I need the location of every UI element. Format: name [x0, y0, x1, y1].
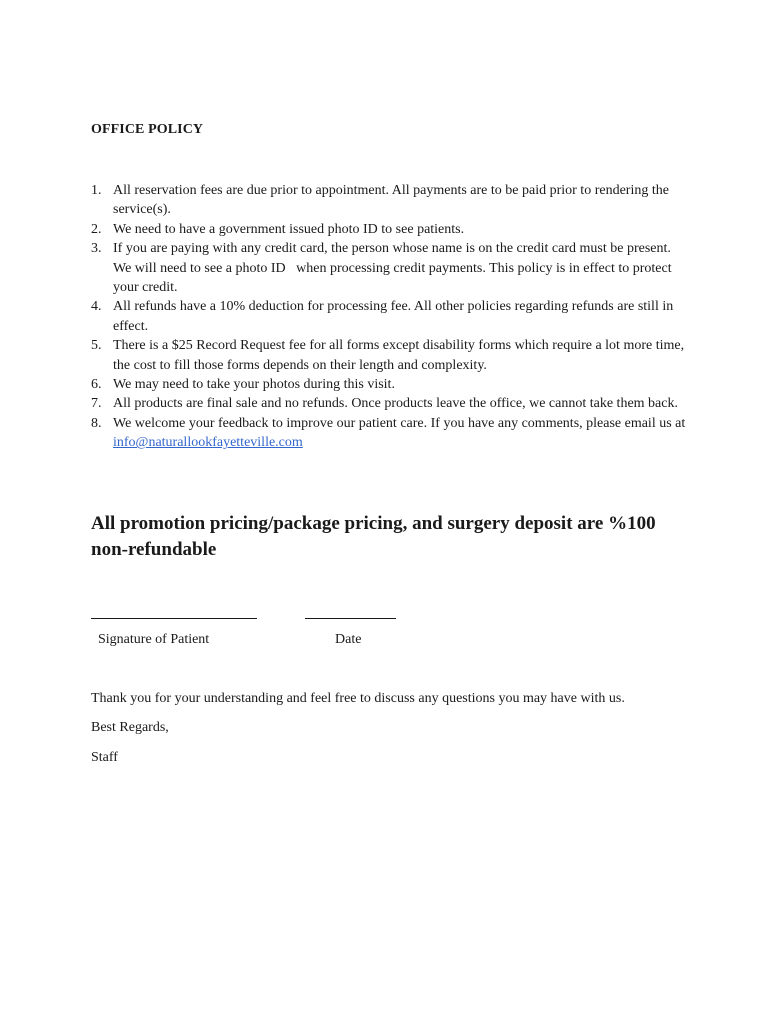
list-item — [91, 336, 691, 375]
list-item-text: All products are final sale and no refunds. Once products leave the office, we cannot take them back. — [113, 396, 678, 412]
patient-signature-line[interactable] — [91, 604, 257, 619]
list-item-number: 4. — [91, 299, 102, 315]
list-item-number: 3. — [91, 241, 102, 257]
list-item-text: If you are paying with any credit card, the person whose name is on the credit card must be present. We will need to see a photo ID when processing credit payments. This policy is in effect to protect your credit. — [113, 241, 676, 296]
list-item — [91, 220, 691, 239]
list-item-number: 7. — [91, 396, 102, 412]
list-item — [91, 375, 691, 394]
email-link[interactable]: info@naturallookfayetteville.com — [113, 435, 303, 451]
closing-regards: Best Regards, — [91, 720, 169, 735]
closing-signoff: Staff — [91, 750, 118, 765]
list-item-number: 1. — [91, 183, 102, 198]
date-label: Date — [335, 632, 362, 647]
date-signature-line[interactable] — [305, 604, 396, 619]
list-item-number: 2. — [91, 221, 102, 237]
list-item — [91, 297, 691, 336]
closing-thanks: Thank you for your understanding and feel free to discuss any questions you may have with us. — [91, 691, 625, 706]
page-title: OFFICE POLICY — [91, 122, 204, 137]
non-refundable-notice: All promotion pricing/package pricing, and surgery deposit are %100 non-refundable — [91, 513, 656, 560]
list-item-text: We need to have a government issued photo ID to see patients. — [113, 221, 465, 237]
patient-signature-label: Signature of Patient — [98, 632, 210, 647]
list-item-number: 5. — [91, 338, 102, 354]
list-item — [91, 414, 691, 453]
list-item-text: We welcome your feedback to improve our patient care. If you have any comments, please email us at — [113, 415, 686, 431]
policy-list — [91, 181, 691, 453]
list-item — [91, 394, 691, 413]
list-item — [91, 239, 691, 297]
list-item-number: 8. — [91, 415, 102, 431]
list-item-number: 6. — [91, 377, 102, 393]
list-item-text: We may need to take your photos during this visit. — [113, 377, 395, 393]
list-item-text: All reservation fees are due prior to appointment. All payments are to be paid prior to rendering the service(s). — [113, 183, 669, 218]
list-item-text: All refunds have a 10% deduction for processing fee. All other policies regarding refunds are still in effect. — [113, 299, 674, 334]
list-item-text: There is a $25 Record Request fee for all forms except disability forms which require a lot more time, the cost to fill those forms depends on their length and complexity. — [113, 338, 685, 373]
list-item — [91, 181, 691, 220]
